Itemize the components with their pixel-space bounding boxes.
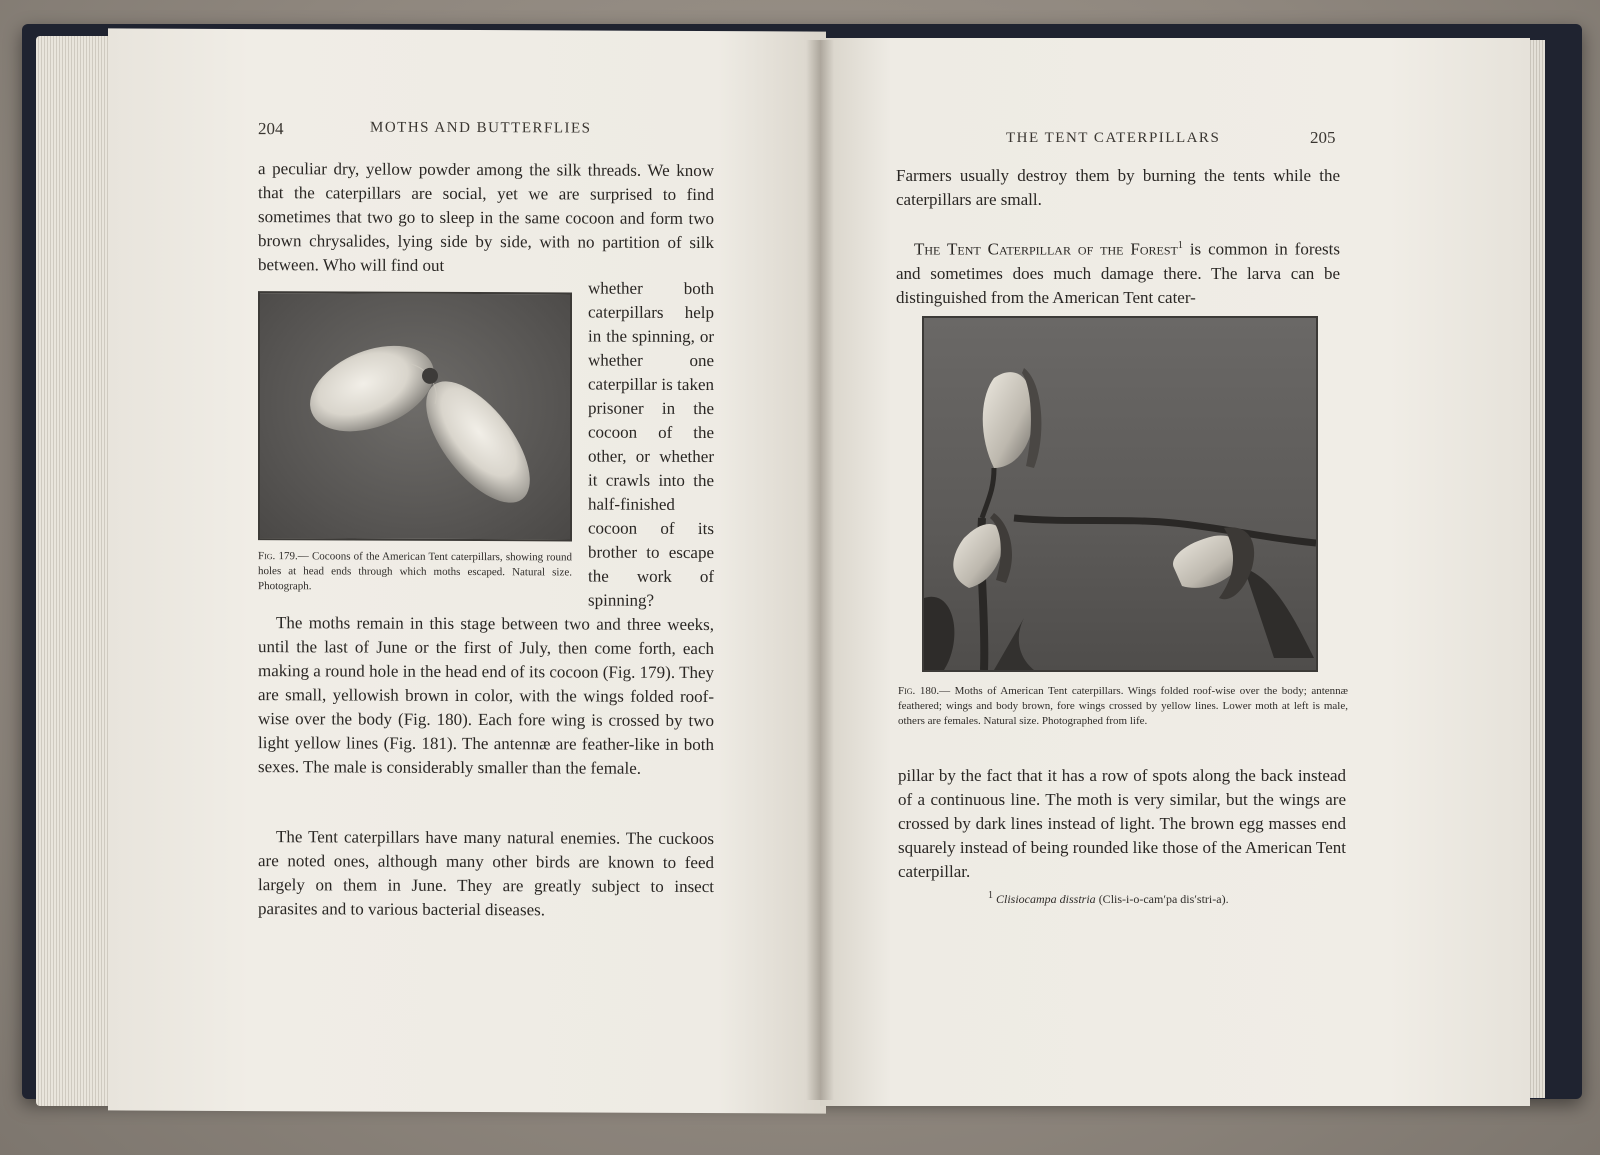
paragraph-farmers: Farmers usually destroy them by burning the tents while the caterpillars are small. (896, 166, 1340, 209)
book-gutter (806, 40, 834, 1100)
paragraph-wrap: whether both caterpillars help in the spinning, or whether one caterpillar is taken prisoner in the cocoon of the other, or whether it crawls into the half-finished cocoon of its brother to escape the work of spinning? (588, 278, 714, 610)
figure-179-photo (258, 291, 572, 541)
cocoons-illustration (260, 293, 570, 539)
paragraph-moths: The moths remain in this stage between two and three weeks, until the last of June or the first of July, then come forth, each making a round hole in the head end of its cocoon (Fig. 179). They are small, yellowish brown in color, with the wings folded roof-wise over the body (Fig. 180). Each fore wing is crossed by two light yellow lines (Fig. 181). The antennæ are feather-like in both sexes. The male is considerably smaller than the female. (258, 613, 714, 778)
running-head: MOTHS AND BUTTERFLIES (370, 119, 592, 137)
right-page (820, 38, 1530, 1106)
running-head: THE TENT CATERPILLARS (1006, 130, 1221, 146)
paragraph-enemies: The Tent caterpillars have many natural enemies. The cuckoos are noted ones, although many other birds are known to feed largely on them in June. They are greatly subject to insect parasites and to various bacterial diseases. (258, 827, 714, 920)
page-edges-left (36, 36, 116, 1106)
left-page (108, 28, 826, 1113)
page-number: 204 (258, 119, 284, 139)
page-number: 205 (1310, 128, 1336, 147)
paragraph-top: a peculiar dry, yellow powder among the silk threads. We know that the caterpillars are social, yet we are surprised to find sometimes that two go to sleep in the same cocoon and form two brown chrysalides, lying side by side, with no partition of silk between. Who will find out (258, 159, 714, 275)
species-name: The Tent Caterpillar of the Forest (914, 239, 1178, 259)
figure-180-photo (922, 316, 1318, 672)
paragraph-forest: The Tent Caterpillar of the Forest$^1$ is common in forests and sometimes does much damage there. The larva can be distinguished from the American Tent cater- (896, 239, 1340, 307)
footnote-mark: 1 (1177, 240, 1183, 251)
moths-illustration (924, 318, 1316, 670)
figure-179-caption: Fig. 179.— Cocoons of the American Tent caterpillars, showing round holes at head ends through which moths escaped. Natural size. Photograph. (258, 550, 572, 593)
figure-180-caption: Fig. 180.— Moths of American Tent caterpillars. Wings folded roof-wise over the body; antennæ feathered; wings and body brown, fore wings crossed by yellow lines. Lower moth at left is male, others are females. Natural size. Photographed from life. (898, 685, 1349, 727)
paragraph-pillar: pillar by the fact that it has a row of spots along the back instead of a continuous line. The moth is very similar, but the wings are crossed by dark lines instead of light. The brown egg masses end squarely instead of being rounded like those of the American Tent caterpillar. (898, 766, 1346, 881)
footnote: $^1$ Clisiocampa disstria (Clis-i-o-cam′pa dis′stri-a). (988, 890, 1229, 906)
